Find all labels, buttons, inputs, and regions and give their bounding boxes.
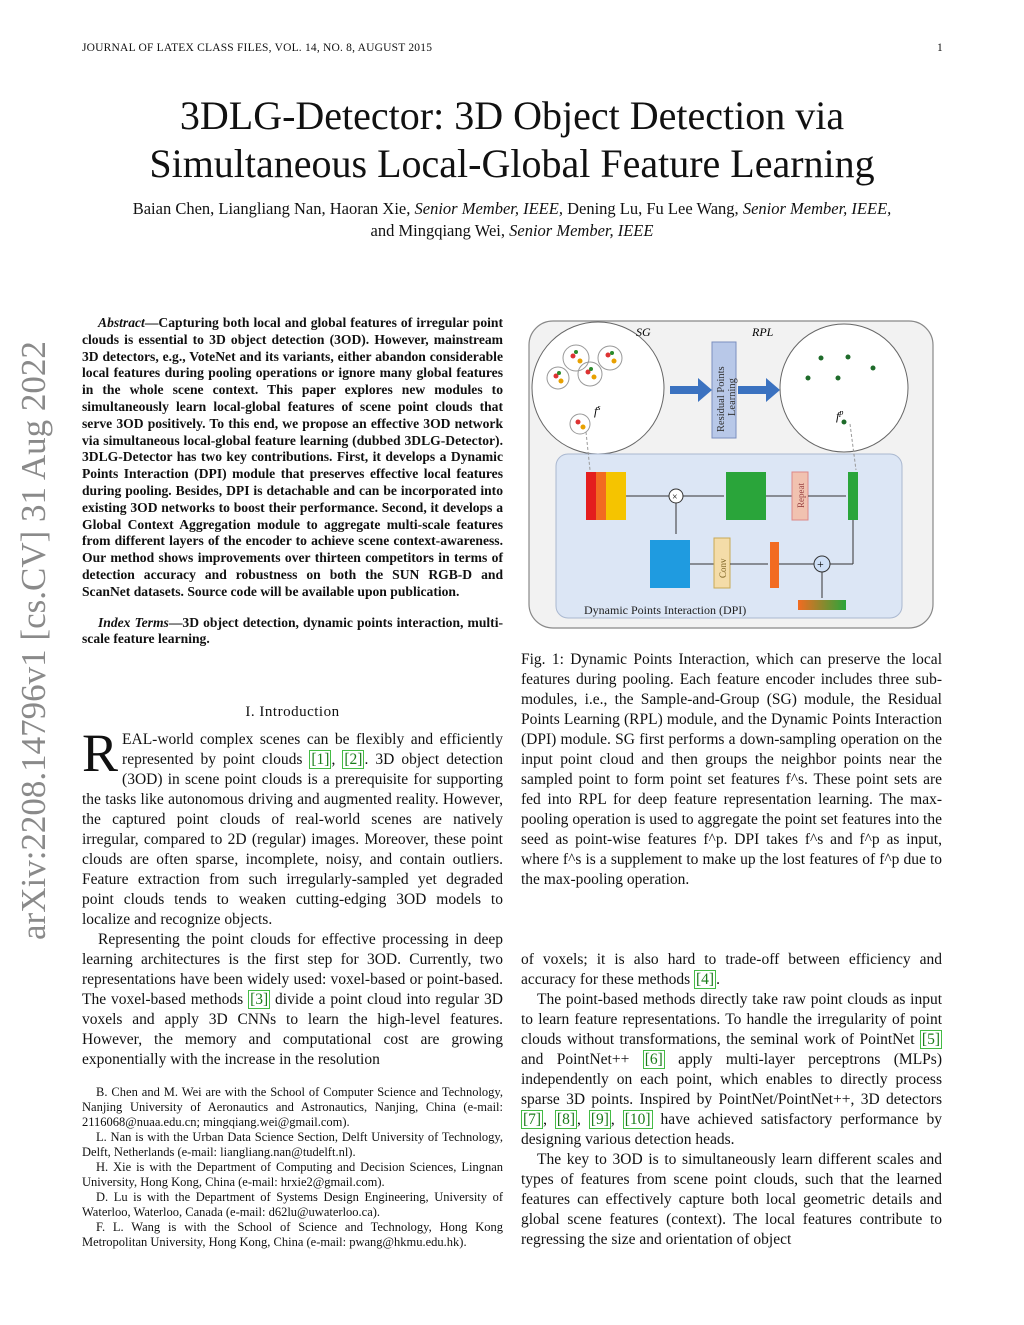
authors-membership: Senior Member, IEEE, xyxy=(742,199,892,218)
intro-text: EAL-world complex scenes can be flexibly and efficiently represented by point clouds xyxy=(122,731,503,768)
citation-link[interactable]: [10] xyxy=(624,1111,651,1128)
citation-link[interactable]: [4] xyxy=(696,971,715,988)
weighted-feature-block xyxy=(726,472,766,520)
introduction-body xyxy=(82,723,504,1070)
body-text: and PointNet++ xyxy=(521,1051,643,1068)
affiliation-footnotes xyxy=(82,1085,503,1250)
running-header: JOURNAL OF LATEX CLASS FILES, VOL. 14, NO. 8, AUGUST 2015 xyxy=(82,42,433,54)
fs-feature-block xyxy=(586,472,626,520)
page-number: 1 xyxy=(937,42,943,54)
authors-membership: Senior Member, IEEE xyxy=(509,221,654,240)
svg-text:+: + xyxy=(817,557,824,571)
conv-label: Conv xyxy=(718,558,728,578)
body-text: , xyxy=(577,1111,589,1128)
dpi-label: Dynamic Points Interaction (DPI) xyxy=(584,603,747,617)
author-list xyxy=(120,198,904,242)
abstract-text: —Capturing both local and global features of irregular point clouds is essential to 3D object detection (3OD). However, mainstream 3D detectors, e.g., VoteNet and its variants, either abandon considerable local features during pooling operations or ignore many global features in the whole scene context. This paper explores new modules to simultaneously learn local-global features of scene point clouds that serve 3OD positively. To this end, we propose an effective 3OD network via simultaneous local-global feature learning (dubbed 3DLG-Detector). 3DLG-Detector has two key contributions. First, it develops a Dynamic Points Interaction (DPI) module that preserves effective local features during pooling. Besides, DPI is detachable and can be incorporated into existing 3OD networks to boost their performance. Second, it develops a Global Context Aggregation module to aggregate multi-scale features from different layers of the encoder to achieve scene context-awareness. Our method shows improvements over thirteen competitors in terms of detection accuracy and robustness on both the SUN RGB-D and ScanNet datasets. Source code will be available upon publication. xyxy=(82,315,503,599)
citation-link[interactable]: [3] xyxy=(250,991,269,1008)
rpl-label: RPL xyxy=(752,325,774,339)
arxiv-identifier: arXiv:2208.14796v1 [cs.CV] 31 Aug 2022 xyxy=(14,341,53,940)
title-line-2: Simultaneous Local-Global Feature Learning xyxy=(149,141,875,186)
intro-text: Representing the point clouds for effective processing in deep learning architectures is the first step for 3OD. Currently, two representations have been widely used: voxel-based or point-based. The voxel-based methods xyxy=(82,931,503,1008)
body-text: have achieved satisfactory performance by designing various detection heads. xyxy=(521,1111,943,1148)
repeat-label: Repeat xyxy=(796,483,806,508)
citation-link[interactable]: [8] xyxy=(556,1111,575,1128)
index-terms-text: —3D object detection, dynamic points interaction, multi-scale feature learning. xyxy=(82,614,504,647)
body-text: apply multi-layer perceptrons (MLPs) independently on each point, which enables to directly process sparse 3D points. Inspired by PointNet/PointNet++, 3D detectors xyxy=(521,1051,942,1108)
rpl-circle xyxy=(780,324,908,452)
sg-label: SG xyxy=(636,325,651,339)
residual-label: Residual Points xyxy=(716,366,727,432)
footnote: F. L. Wang is with the School of Science and Technology, Hong Kong Metropolitan University, Hong Kong, China (e-mail: pwang@hkmu.edu.hk). xyxy=(82,1220,503,1249)
fp-label: $f^p$ xyxy=(836,408,844,423)
intro-text: . 3D object detection (3OD) in scene point clouds is a prerequisite for supporting the tasks like autonomous driving and augmented reality. However, the captured point clouds of real-world scenes are natively irregular, compared to 2D (regular) images. Moreover, these point clouds are often sparse, incomplete, noisy, and contain outliers. Feature extraction from such irregularly-sampled yet degraded point clouds tends to weaken cutting-edging 3OD models to localize and recognize objects. xyxy=(82,751,504,928)
authors-membership: Senior Member, IEEE, xyxy=(414,199,563,218)
body-text: of voxels; it is also hard to trade-off between efficiency and accuracy for these methods xyxy=(521,951,942,988)
right-column-body xyxy=(521,950,942,1250)
citation-link[interactable]: [1] xyxy=(311,751,330,768)
citation-link[interactable]: [6] xyxy=(644,1051,663,1068)
authors-part: Dening Lu, Fu Lee Wang, xyxy=(562,199,743,218)
fp-feature-block xyxy=(848,472,858,520)
citation-link[interactable]: [5] xyxy=(921,1031,940,1048)
interaction-feature-block xyxy=(650,540,690,588)
body-text: , xyxy=(610,1111,623,1128)
footnote: L. Nan is with the Urban Data Science Section, Delft University of Technology, Delft, Netherlands (e-mail: liangliang.nan@tudelft.nl). xyxy=(82,1130,503,1159)
drop-cap: R xyxy=(82,723,119,783)
title-line-1: 3DLG-Detector: 3D Object Detection via xyxy=(179,93,845,138)
intro-text: divide a point cloud into regular 3D voxels and apply 3D CNNs to learn the high-level features. However, the memory and computational cost are growing exponentially with the increase in the resolution xyxy=(82,991,503,1068)
conv-output-block xyxy=(770,542,779,588)
citation-link[interactable]: [7] xyxy=(523,1111,542,1128)
figure-caption: Fig. 1: Dynamic Points Interaction, which can preserve the local features during pooling. Each feature encoder includes three sub-modules, i.e., the Sample-and-Group (SG) module, the Residual Points Learning (RPL) module, and the Dynamic Points Interaction (DPI) module. SG first performs a down-sampling operation on the input point cloud and then groups the neighbor points near the sampled point to form point set features f^s. These point sets are fed into RPL for deep feature representation learning. The max-pooling operation is used to aggregate the point set features into the seed as point-wise features f^p. DPI takes f^s and f^p as input, where f^s is a supplement to make up the lost features of f^p due to the max-pooling operation. xyxy=(521,651,942,888)
footnote: B. Chen and M. Wei are with the School of Computer Science and Technology, Nanjing University of Aeronautics and Astronautics, Nanjing, China (e-mail: 2116068@nuaa.edu.cn; mingqiang.wei@gmail.com). xyxy=(82,1085,503,1129)
paper-title xyxy=(0,92,1024,188)
learning-label: Learning xyxy=(727,378,738,416)
fs-label: $f^s$ xyxy=(594,403,601,418)
dpi-figure xyxy=(528,320,936,630)
section-heading: I. Introduction xyxy=(245,704,340,720)
abstract xyxy=(82,315,503,648)
authors-part: and Mingqiang Wei, xyxy=(370,221,510,240)
intro-text: , xyxy=(331,751,343,768)
body-text: , xyxy=(543,1111,555,1128)
footnote: H. Xie is with the Department of Computing and Decision Sciences, Lingnan University, Hong Kong, China (e-mail: hrxie2@gmail.com). xyxy=(82,1160,503,1189)
index-terms-label: Index Terms xyxy=(98,614,169,630)
output-feature-block xyxy=(798,600,846,610)
footnote: D. Lu is with the Department of Systems Design Engineering, University of Waterloo, Waterloo, Canada (e-mail: d62lu@uwaterloo.ca). xyxy=(82,1190,503,1219)
citation-link[interactable]: [2] xyxy=(344,751,363,768)
authors-part: Baian Chen, Liangliang Nan, Haoran Xie, xyxy=(132,199,415,218)
sg-circle xyxy=(532,322,664,454)
body-paragraph: The key to 3OD is to simultaneously learn different scales and types of features from scene point clouds, such that the learned features can effectively capture both local geometric details and global scene features (context). The local features contribute to regressing the size and orientation of object xyxy=(521,1151,942,1248)
body-text: . xyxy=(716,971,720,988)
svg-text:×: × xyxy=(672,492,678,503)
abstract-label: Abstract xyxy=(98,315,145,330)
citation-link[interactable]: [9] xyxy=(590,1111,609,1128)
body-text: The point-based methods directly take raw point clouds as input to learn feature representations. To handle the irregularity of point clouds without transformations, the seminal work of PointNet xyxy=(521,991,942,1048)
